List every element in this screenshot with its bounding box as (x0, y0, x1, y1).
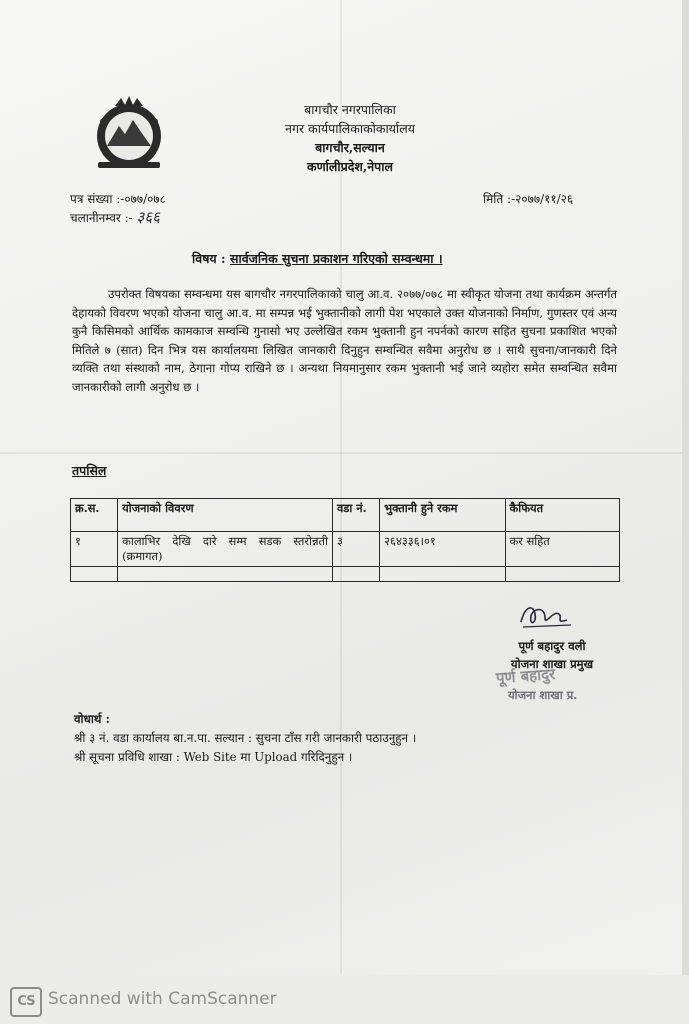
notice-body (72, 285, 617, 397)
row-description: कालाभिर देखि दारे सम्म सडक स्तरोन्नती (क्रमागत) (118, 532, 333, 567)
notice-paragraph: उपरोक्त विषयका सम्वन्धमा यस बागचौर नगरपालिकाको चालु आ.व. २०७७/०७८ मा स्वीकृत योजना तथा कार्यक्रम अन्तर्गत देहायको विवरण भएको योजना चालु आ.व. मा सम्पन्न भई भुक्तानीको लागी पेश भएकाले उक्त योजनाको निर्माण, गुणस्तर एवं अन्य कुनै किसिमको आर्थिक कामकाज सम्वन्धि गुनासो भए उल्लेखित रकम भुक्तानी हुन नपर्नको कारण सहित सुचना प्रकाशित भएको मितिले ७ (सात) दिन भित्र यस कार्यालयमा लिखित जानकारी दिनुहुन सम्वन्धित सवैमा अनुरोध छ । साथै सुचना/जानकारी दिने व्यक्ति तथा संस्थाको नाम, ठेगाना गोप्य राखिने छ । अन्यथा नियमानुसार रकम भुक्तानी भई जाने व्यहोरा समेत सम्वन्धित सवैमा जानकारीको लागी अनुरोध छ । (72, 287, 617, 394)
row-ward: ३ (332, 532, 379, 567)
subject-text: सार्वजनिक सुचना प्रकाशन गरिएको सम्वन्धमा । (230, 251, 443, 266)
letter-number-label: पत्र संख्या :- (70, 192, 125, 206)
copy-to-line-1: श्री ३ नं. वडा कार्यालय बा.न.पा. सल्यान : सुचना टाँस गरी जानकारी पठाउनुहुन । (74, 731, 417, 745)
table-header-row (71, 499, 620, 532)
office-location: बागचौर,सल्यान (315, 140, 385, 155)
subject-line (192, 250, 443, 267)
empty-cell (118, 567, 333, 582)
copy-to-block (74, 710, 416, 767)
table-row-empty (71, 567, 620, 582)
letter-number-value: ०७७/०७८ (124, 192, 166, 206)
letterhead (250, 100, 450, 176)
title-stamp: योजना शाखा प्र. (508, 688, 578, 702)
header-remarks: कैफियत (505, 499, 619, 532)
reference-numbers (70, 190, 166, 227)
nepal-emblem-icon (88, 92, 170, 174)
header-description: योजनाको विवरण (118, 499, 333, 532)
empty-cell (380, 567, 505, 582)
date-label: मिति :- (483, 192, 516, 206)
header-ward: वडा नं. (332, 499, 379, 532)
handwritten-signature-icon (515, 600, 575, 632)
office-name: नगर कार्यपालिकाकोकार्यालय (285, 121, 415, 136)
header-amount: भुक्तानी हुने रकम (380, 499, 505, 532)
scanner-watermark: Scanned with CamScanner (48, 989, 277, 1009)
dispatch-number-label: चलानीनम्वर :- (70, 211, 133, 225)
letter-date (483, 190, 573, 207)
empty-cell (505, 567, 619, 582)
scanner-footer (0, 975, 689, 1024)
row-serial: १ (71, 532, 118, 567)
copy-to-label: वोधार्थ : (74, 712, 110, 726)
signatory-name: पूर्ण बहादुर वली (518, 639, 586, 653)
subject-label: विषय : (192, 251, 226, 266)
row-amount: २६४३३६।०१ (380, 532, 505, 567)
row-remarks: कर सहित (505, 532, 619, 567)
empty-cell (71, 567, 118, 582)
details-heading: तपसिल (72, 463, 107, 478)
municipality-name: बागचौर नगरपालिका (304, 102, 396, 117)
province-name: कर्णालीप्रदेश,नेपाल (307, 159, 393, 174)
copy-to-line-2: श्री सूचना प्रविधि शाखा : Web Site मा Upload गरिदिनुहुन । (74, 750, 353, 764)
name-stamp: पूर्ण बहादुर (495, 664, 556, 688)
dispatch-number (70, 208, 166, 227)
dispatch-number-value: ३६६ (136, 208, 160, 226)
camscanner-logo-icon: CS (10, 987, 42, 1017)
header-serial: क्र.स. (71, 499, 118, 532)
empty-cell (332, 567, 379, 582)
table-row (71, 532, 620, 567)
project-table (70, 498, 620, 582)
letter-number (70, 190, 166, 208)
signatory-title: योजना शाखा प्रमुख (510, 657, 594, 671)
date-value: २०७७/११/२६ (515, 192, 574, 206)
